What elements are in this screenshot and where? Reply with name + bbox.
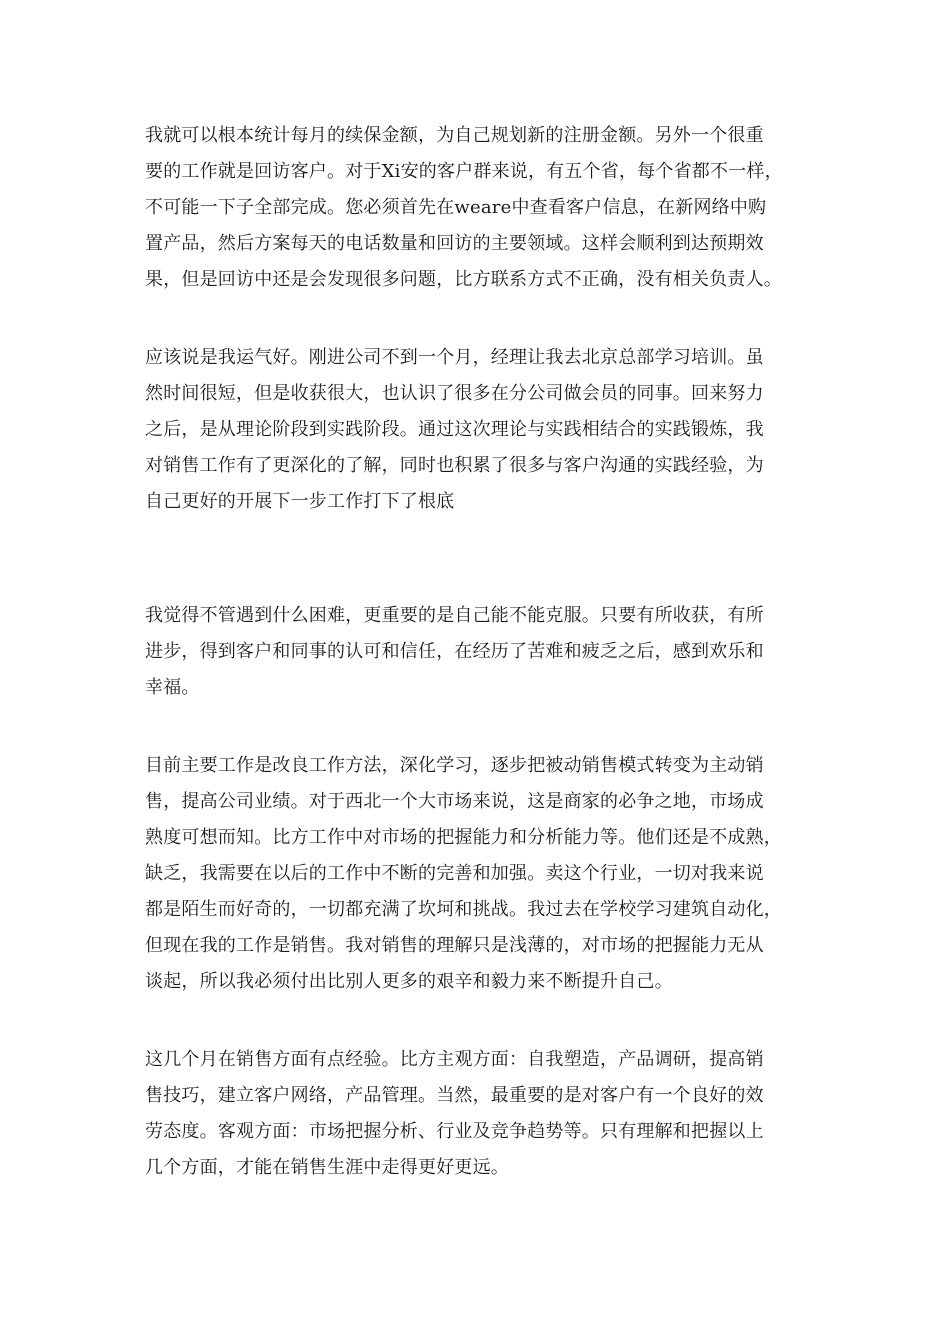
text-line: 应该说是我运气好。刚进公司不到一个月，经理让我去北京总部学习培训。虽 xyxy=(145,347,764,368)
text-line: 我就可以根本统计每月的续保金额，为自己规划新的注册金额。另外一个很重 xyxy=(145,125,764,146)
text-line: 但现在我的工作是销售。我对销售的理解只是浅薄的，对市场的把握能力无从 xyxy=(145,935,764,956)
document-body xyxy=(145,118,815,1228)
text-line: 进步，得到客户和同事的认可和信任，在经历了苦难和疲乏之后，感到欢乐和 xyxy=(145,641,764,662)
text-line: 都是陌生而好奇的，一切都充满了坎坷和挑战。我过去在学校学习建筑自动化， xyxy=(145,899,782,920)
text-line: 我觉得不管遇到什么困难，更重要的是自己能不能克服。只要有所收获，有所 xyxy=(145,605,764,626)
paragraph-3 xyxy=(145,598,815,706)
text-line xyxy=(145,520,815,556)
text-line: 之后，是从理论阶段到实践阶段。通过这次理论与实践相结合的实践锻炼，我 xyxy=(145,419,764,440)
text-line: 不可能一下子全部完成。您必须首先在weare中查看客户信息，在新网络中购 xyxy=(145,197,767,218)
paragraph-4 xyxy=(145,748,815,1000)
text-line: 谈起，所以我必须付出比别人更多的艰辛和毅力来不断提升自己。 xyxy=(145,971,673,992)
paragraph-1 xyxy=(145,118,815,298)
text-line: 然时间很短，但是收获很大，也认识了很多在分公司做会员的同事。回来努力 xyxy=(145,383,764,404)
text-line: 熟度可想而知。比方工作中对市场的把握能力和分析能力等。他们还是不成熟， xyxy=(145,827,782,848)
text-line: 缺乏，我需要在以后的工作中不断的完善和加强。卖这个行业，一切对我来说 xyxy=(145,863,764,884)
text-line: 售，提高公司业绩。对于西北一个大市场来说，这是商家的必争之地，市场成 xyxy=(145,791,764,812)
text-line: 售技巧，建立客户网络，产品管理。当然，最重要的是对客户有一个良好的效 xyxy=(145,1085,764,1106)
paragraph-5 xyxy=(145,1042,815,1186)
text-line: 自己更好的开展下一步工作打下了根底 xyxy=(145,491,455,512)
text-line: 置产品，然后方案每天的电话数量和回访的主要领域。这样会顺利到达预期效 xyxy=(145,233,764,254)
text-line: 劳态度。客观方面：市场把握分析、行业及竞争趋势等。只有理解和把握以上 xyxy=(145,1121,764,1142)
text-line: 果，但是回访中还是会发现很多问题，比方联系方式不正确，没有相关负责人。 xyxy=(145,269,782,290)
text-line: 这几个月在销售方面有点经验。比方主观方面：自我塑造，产品调研，提高销 xyxy=(145,1049,764,1070)
text-line: 幸福。 xyxy=(145,677,200,698)
paragraph-2 xyxy=(145,340,815,556)
text-line: 几个方面，才能在销售生涯中走得更好更远。 xyxy=(145,1157,509,1178)
text-line: 目前主要工作是改良工作方法，深化学习，逐步把被动销售模式转变为主动销 xyxy=(145,755,764,776)
text-line: 要的工作就是回访客户。对于Xi安的客户群来说，有五个省，每个省都不一样， xyxy=(145,161,783,182)
text-line: 对销售工作有了更深化的了解，同时也积累了很多与客户沟通的实践经验，为 xyxy=(145,455,764,476)
